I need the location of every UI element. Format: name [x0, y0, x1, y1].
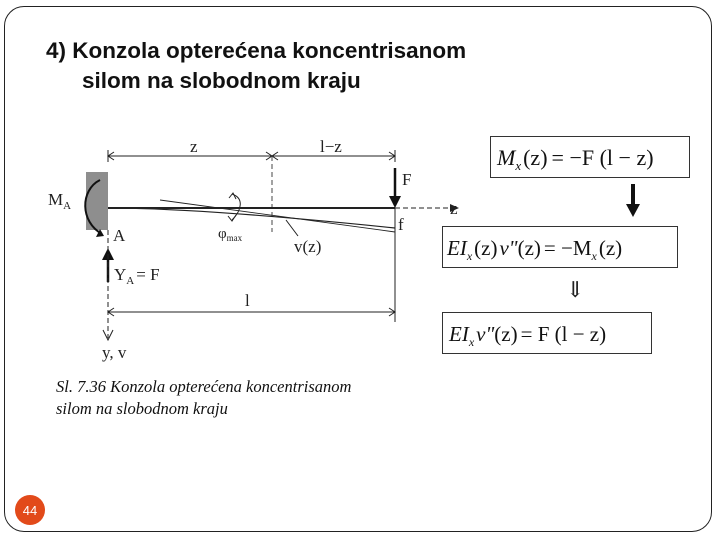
- slide-title: [46, 36, 686, 96]
- label-moment-MA: $M_A$: [48, 190, 72, 212]
- svg-text:EIxv"(z)= F (l − z): $EI_xv"(z) = F$ (l − z): [449, 322, 607, 349]
- svg-text:EIx(z)v"(z)= −Mx(z): $EI_x(z)v"(z) = -M_x(z)$: [447, 236, 623, 263]
- caption-line-2: silom na slobodnom kraju: [56, 399, 228, 418]
- phi-arc-arrow-top: [229, 193, 236, 199]
- cantilever-diagram: [40, 140, 480, 365]
- equation-differential: [443, 227, 676, 266]
- label-deflection-f: f: [398, 215, 404, 234]
- title-line-1: 4) Konzola opterećena koncentrisanom: [46, 38, 467, 63]
- implies-arrow-icon: ⇓: [566, 278, 585, 303]
- label-point-A: A: [113, 226, 126, 245]
- tangent-line: [160, 200, 395, 232]
- page-number-badge: 44: [15, 495, 45, 525]
- label-z-top: z: [190, 140, 198, 156]
- label-length-l: l: [245, 291, 250, 310]
- label-force-F: F: [402, 170, 412, 189]
- caption-line-1: Sl. 7.36 Konzola opterećena koncentrisanom: [56, 377, 352, 396]
- label-axis-z: z: [450, 199, 458, 218]
- equation-box-differential: [442, 226, 678, 268]
- thick-down-arrow-icon: [626, 184, 640, 218]
- svg-text:Mx(z)= −F (l − z): $M_x(z) = -F$ (l − z): [497, 145, 654, 173]
- force-arrowhead: [389, 196, 401, 208]
- label-axis-yv: y, v: [102, 343, 127, 362]
- vz-leader-line: [286, 220, 298, 236]
- label-l-minus-z: l−z: [320, 140, 342, 156]
- equation-box-moment: [490, 136, 690, 178]
- label-reaction-YA: $Y_A = F$: [114, 265, 160, 287]
- label-deflection-vz: v(z): [294, 237, 322, 256]
- equation-box-elastic-line: [442, 312, 652, 354]
- deflected-beam-curve: [108, 208, 395, 228]
- title-line-2: silom na slobodnom kraju: [82, 68, 361, 93]
- equation-elastic-line: [443, 313, 650, 352]
- equation-moment: [491, 137, 688, 176]
- phi-arc-arrow-bottom: [228, 215, 236, 221]
- figure-caption: [56, 376, 476, 420]
- label-phi-max: $\varphi_{max}$: [218, 226, 243, 243]
